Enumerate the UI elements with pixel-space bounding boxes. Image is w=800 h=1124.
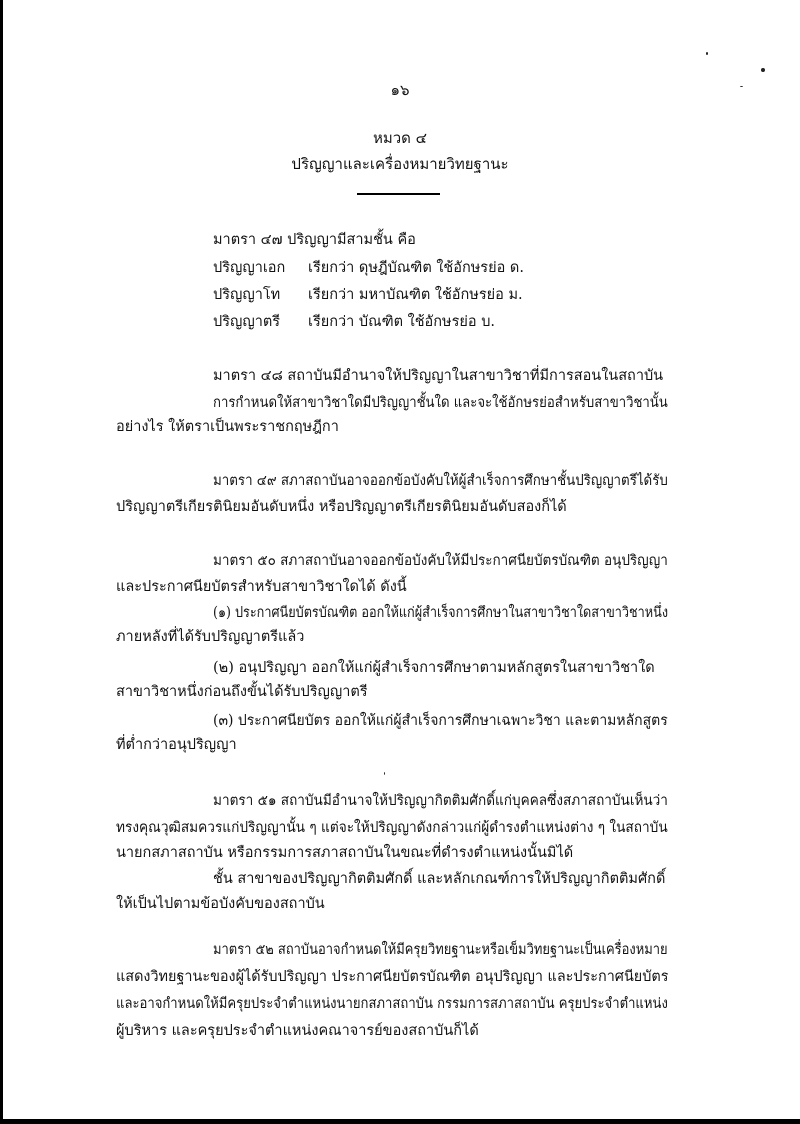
scan-speck [384, 772, 385, 775]
page-number: ๑๖ [390, 81, 410, 99]
section-52-line: และอาจกำหนดให้มีครุยประจำตำแหน่งนายกสภาสถาบัน กรรมการสภาสถาบัน ครุยประจำตำแหน่ง [116, 996, 668, 1012]
section-48-line: มาตรา ๔๘ สถาบันมีอำนาจให้ปริญญาในสาขาวิชาที่มีการสอนในสถาบัน [213, 368, 664, 384]
scan-speck [706, 52, 708, 55]
chapter-title: หมวด ๔ [372, 129, 428, 147]
degree-name: ปริญญาตรี [213, 314, 281, 330]
section-50-item: (๒) อนุปริญญา ออกให้แก่ผู้สำเร็จการศึกษาตามหลักสูตรในสาขาวิชาใด [213, 660, 655, 676]
scan-speck [761, 68, 765, 72]
page-bottom-border [0, 1119, 800, 1124]
section-51-line: มาตรา ๕๑ สถาบันมีอำนาจให้ปริญญากิตติมศักดิ์แก่บุคคลซึ่งสภาสถาบันเห็นว่า [213, 793, 668, 809]
degree-description: เรียกว่า บัณฑิต ใช้อักษรย่อ บ. [308, 314, 496, 330]
section-50-line: มาตรา ๕๐ สภาสถาบันอาจออกข้อบังคับให้มีประกาศนียบัตรบัณฑิต อนุปริญญา [213, 553, 668, 569]
section-50-line: สาขาวิชาหนึ่งก่อนถึงขั้นได้รับปริญญาตรี [116, 684, 368, 700]
section-52-line: แสดงวิทยฐานะของผู้ได้รับปริญญา ประกาศนียบัตรบัณฑิต อนุปริญญา และประกาศนียบัตร [116, 969, 669, 985]
section-51-line: ชั้น สาขาของปริญญากิตติมศักดิ์ และหลักเกณฑ์การให้ปริญญากิตติมศักดิ์ [213, 871, 666, 887]
section-50-item: (๓) ประกาศนียบัตร ออกให้แก่ผู้สำเร็จการศึกษาเฉพาะวิชา และตามหลักสูตร [213, 713, 668, 729]
section-51-line: นายกสภาสถาบัน หรือกรรมการสภาสถาบันในขณะที่ดำรงตำแหน่งนั้นมิได้ [116, 845, 574, 861]
section-50-line: และประกาศนียบัตรสำหรับสาขาวิชาใดได้ ดังนี้ [116, 579, 407, 595]
section-52-line: ผู้บริหาร และครุยประจำตำแหน่งคณาจารย์ของสถาบันก็ได้ [116, 1023, 479, 1039]
section-48-line: อย่างไร ให้ตราเป็นพระราชกฤษฎีกา [116, 419, 339, 435]
title-divider [357, 193, 440, 195]
section-49-line: มาตรา ๔๙ สภาสถาบันอาจออกข้อบังคับให้ผู้สำเร็จการศึกษาชั้นปริญญาตรีได้รับ [213, 473, 668, 489]
degree-name: ปริญญาเอก [213, 260, 286, 276]
section-51-line: ให้เป็นไปตามข้อบังคับของสถาบัน [116, 896, 325, 912]
section-48-line: การกำหนดให้สาขาวิชาใดมีปริญญาชั้นใด และจะใช้อักษรย่อสำหรับสาขาวิชานั้น [213, 395, 668, 411]
degree-description: เรียกว่า มหาบัณฑิต ใช้อักษรย่อ ม. [308, 287, 523, 303]
section-50-line: ที่ต่ำกว่าอนุปริญญา [116, 737, 237, 753]
chapter-subtitle: ปริญญาและเครื่องหมายวิทยฐานะ [291, 155, 509, 173]
section-47-heading: มาตรา ๔๗ ปริญญามีสามชั้น คือ [213, 232, 416, 248]
section-50-line: ภายหลังที่ได้รับปริญญาตรีแล้ว [116, 629, 305, 645]
section-51-line: ทรงคุณวุฒิสมควรแก่ปริญญานั้น ๆ แต่จะให้ปริญญาดังกล่าวแก่ผู้ดำรงตำแหน่งต่าง ๆ ในสถาบัน [116, 820, 668, 836]
degree-description: เรียกว่า ดุษฎีบัณฑิต ใช้อักษรย่อ ด. [308, 260, 524, 276]
section-49-line: ปริญญาตรีเกียรตินิยมอันดับหนึ่ง หรือปริญญาตรีเกียรตินิยมอันดับสองก็ได้ [116, 499, 567, 515]
degree-name: ปริญญาโท [213, 287, 281, 303]
section-50-item: (๑) ประกาศนียบัตรบัณฑิต ออกให้แก่ผู้สำเร็จการศึกษาในสาขาวิชาใดสาขาวิชาหนึ่ง [213, 605, 669, 621]
section-52-line: มาตรา ๕๒ สถาบันอาจกำหนดให้มีครุยวิทยฐานะหรือเข็มวิทยฐานะเป็นเครื่องหมาย [213, 942, 668, 958]
